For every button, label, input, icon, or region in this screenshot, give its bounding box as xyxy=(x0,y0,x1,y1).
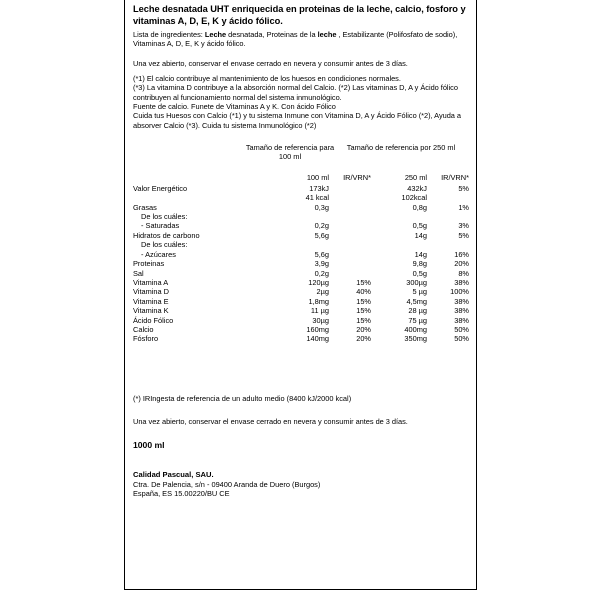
nutrient-name: Hidratos de carbono xyxy=(133,230,200,240)
nutrient-value-250ml: 5 µg xyxy=(412,287,427,297)
nutrient-name: De los cuáles: xyxy=(141,240,188,250)
nutrient-pct-100ml xyxy=(329,240,371,249)
table-row xyxy=(133,231,469,240)
spacer-before-volume xyxy=(133,426,469,440)
nutrient-name xyxy=(133,193,273,202)
nutrient-pct-100ml xyxy=(329,221,371,230)
header-nutrient xyxy=(133,173,273,183)
table-row xyxy=(133,278,469,287)
table-row xyxy=(133,193,469,202)
spacer-below-table-3 xyxy=(133,372,469,386)
nutrient-value-250ml: 102kcal xyxy=(401,193,427,203)
ingredients-mid2: , Estabilizante (Polifosfato de sodio), Vitaminas A, D, E, K y ácido fólico. xyxy=(133,30,458,49)
nutrient-value-250ml: 350mg xyxy=(404,334,427,344)
nutrient-value-250ml: 400mg xyxy=(404,324,427,334)
health-claim-4: Cuida tus Huesos con Calcio (*1) y tu sistema Inmune con Vitamina D, A y Ácido Fólico (*2), Ayuda a absorver Calcio (*3). Cuida tu sistema Inmunológico (*2) xyxy=(133,111,462,130)
nutrient-pct-100ml xyxy=(329,269,371,278)
nutrient-pct-250ml: 5% xyxy=(458,230,469,240)
table-row xyxy=(133,184,469,193)
nutrient-value-100ml: 2µg xyxy=(316,287,329,297)
nutrient-pct-100ml xyxy=(329,250,371,259)
table-row xyxy=(133,334,469,343)
table-row xyxy=(133,259,469,268)
nutrient-value-250ml: 0,5g xyxy=(412,268,427,278)
nutrient-name: - Azúcares xyxy=(141,249,176,259)
nutrient-value-250ml: 432kJ xyxy=(407,183,427,193)
nutrient-value-250ml: 0,8g xyxy=(412,202,427,212)
nutrient-name: Vitamina E xyxy=(133,296,169,306)
health-claim-1: (*1) El calcio contribuye al mantenimiento de los huesos en condiciones normales. xyxy=(133,74,401,84)
nutrient-name: Calcio xyxy=(133,324,154,334)
ingredients-list xyxy=(133,30,469,49)
nutrient-pct-100ml xyxy=(329,203,371,212)
nutrient-name: Vitamina A xyxy=(133,277,169,287)
nutrient-value-250ml: 4,5mg xyxy=(406,296,427,306)
nutrient-pct-250ml: 38% xyxy=(454,315,469,325)
table-row xyxy=(133,221,469,230)
nutrition-label-card xyxy=(124,0,477,590)
table-row xyxy=(133,297,469,306)
nutrient-pct-100ml: 15% xyxy=(356,306,371,316)
spacer-after-ingredients xyxy=(133,49,469,59)
spacer-before-company xyxy=(133,450,469,464)
nutrient-pct-250ml: 50% xyxy=(454,324,469,334)
nutrient-name: Proteinas xyxy=(133,259,165,269)
nutrient-pct-250ml xyxy=(427,212,469,221)
nutrient-pct-250ml: 8% xyxy=(458,268,469,278)
nutrient-pct-100ml xyxy=(329,212,371,221)
nutrient-value-100ml: 30µg xyxy=(312,315,329,325)
header-value-250ml: 250 ml xyxy=(404,173,427,183)
nutrient-value-100ml: 140mg xyxy=(306,334,329,344)
nutrient-value-250ml: 28 µg xyxy=(408,306,427,316)
nutrient-pct-250ml: 100% xyxy=(450,287,469,297)
nutrient-pct-100ml xyxy=(329,193,371,202)
ingredients-prefix: Lista de ingredientes: xyxy=(133,30,205,40)
nutrient-value-250ml: 300µg xyxy=(406,277,427,287)
ingredient-bold-leche-2: leche xyxy=(317,30,337,40)
nutrient-value-250ml: 75 µg xyxy=(408,315,427,325)
nutrient-value-250ml xyxy=(371,240,427,249)
nutrient-pct-250ml: 3% xyxy=(458,221,469,231)
nutrient-name: Ácido Fólico xyxy=(133,315,174,325)
nutrient-pct-250ml: 38% xyxy=(454,277,469,287)
ingredients-mid1: desnatada, Proteinas de la xyxy=(226,30,318,40)
nutrient-name: Vitamina D xyxy=(133,287,170,297)
nutrient-name: Grasas xyxy=(133,202,157,212)
reference-heading-250ml: Tamaño de referencia por 250 ml xyxy=(346,142,456,152)
nutrition-table-body xyxy=(133,173,469,343)
nutrient-value-100ml: 0,2g xyxy=(314,221,329,231)
nutrient-pct-100ml: 40% xyxy=(356,287,371,297)
spacer-below-table xyxy=(133,344,469,358)
nutrient-value-100ml: 41 kcal xyxy=(305,193,329,203)
spacer-before-storage-bottom xyxy=(133,403,469,417)
ir-footnote: (*) IRIngesta de referencia de un adulto medio (8400 kJ/2000 kcal) xyxy=(133,393,352,403)
table-row xyxy=(133,287,469,296)
nutrient-pct-100ml xyxy=(329,259,371,268)
nutrient-pct-250ml xyxy=(427,193,469,202)
company-address-line2: España, ES 15.00220/BU CE xyxy=(133,489,230,499)
storage-instructions-top: Una vez abierto, conservar el envase cerrado en nevera y consumir antes de 3 días. xyxy=(133,58,408,68)
nutrient-value-100ml: 0,2g xyxy=(314,268,329,278)
nutrient-pct-250ml xyxy=(427,240,469,249)
reference-size-headings xyxy=(133,143,469,162)
nutrient-pct-250ml: 1% xyxy=(458,202,469,212)
company-name: Calidad Pascual, SAU. xyxy=(133,470,214,480)
reference-heading-spacer xyxy=(133,143,240,162)
table-row xyxy=(133,212,469,221)
spacer-below-table-2 xyxy=(133,358,469,372)
nutrient-name: Valor Energético xyxy=(133,183,188,193)
nutrient-pct-250ml: 38% xyxy=(454,306,469,316)
table-header-row xyxy=(133,173,469,183)
company-address-line1: Ctra. De Palencia, s/n - 09400 Aranda de Duero (Burgos) xyxy=(133,479,321,489)
table-row xyxy=(133,325,469,334)
header-pct-250ml: IR/VRN* xyxy=(441,173,469,183)
nutrient-pct-250ml: 50% xyxy=(454,334,469,344)
health-claim-3: Fuente de calcio. Funete de Vitaminas A y K. Con ácido Fólico xyxy=(133,101,336,111)
nutrient-pct-100ml: 15% xyxy=(356,296,371,306)
spacer-below-table-4 xyxy=(133,386,469,394)
table-row xyxy=(133,250,469,259)
nutrient-pct-100ml xyxy=(329,184,371,193)
nutrient-value-250ml: 14g xyxy=(414,249,427,259)
table-row xyxy=(133,269,469,278)
nutrient-name: Sal xyxy=(133,268,144,278)
nutrient-value-100ml xyxy=(273,240,329,249)
ingredient-bold-leche: Leche xyxy=(204,30,227,40)
nutrient-pct-250ml: 20% xyxy=(454,259,469,269)
nutrient-pct-250ml: 5% xyxy=(458,183,469,193)
nutrient-name: De los cuáles: xyxy=(141,212,188,222)
nutrient-value-100ml xyxy=(273,212,329,221)
reference-heading-100ml: Tamaño de referencia para 100 ml xyxy=(245,142,335,162)
nutrient-pct-100ml: 20% xyxy=(356,324,371,334)
table-row xyxy=(133,240,469,249)
nutrient-value-100ml: 3,9g xyxy=(314,259,329,269)
nutrient-value-100ml: 11 µg xyxy=(310,306,329,316)
nutrient-value-100ml: 160mg xyxy=(306,324,329,334)
nutrient-value-100ml: 0,3g xyxy=(314,202,329,212)
nutrient-pct-100ml xyxy=(329,231,371,240)
nutrient-value-100ml: 1,8mg xyxy=(308,296,329,306)
nutrient-value-100ml: 5,6g xyxy=(314,249,329,259)
nutrient-pct-250ml: 16% xyxy=(454,249,469,259)
nutrient-pct-100ml: 20% xyxy=(356,334,371,344)
nutrient-value-250ml: 9,8g xyxy=(412,259,427,269)
table-row xyxy=(133,306,469,315)
nutrient-name: Fósforo xyxy=(133,334,159,344)
nutrient-name: Vitamina K xyxy=(133,306,169,316)
nutrient-value-250ml: 0,5g xyxy=(412,221,427,231)
nutrient-pct-100ml: 15% xyxy=(356,315,371,325)
health-claim-2: (*3) La vitamina D contribuye a la absorción normal del Calcio. (*2) Las vitaminas D, A y Ácido fólico contribuyen al funcionamiento normal del sistema inmunológico. xyxy=(133,83,458,102)
net-volume: 1000 ml xyxy=(133,440,165,451)
nutrient-value-100ml: 5,6g xyxy=(314,230,329,240)
nutrient-value-100ml: 120µg xyxy=(308,277,329,287)
nutrient-value-100ml: 173kJ xyxy=(309,183,329,193)
nutrition-table xyxy=(133,173,469,343)
header-value-100ml: 100 ml xyxy=(306,173,329,183)
nutrient-pct-250ml: 38% xyxy=(454,296,469,306)
storage-instructions-bottom: Una vez abierto, conservar el envase cerrado en nevera y consumir antes de 3 días. xyxy=(133,417,408,427)
nutrient-name: - Saturadas xyxy=(141,221,180,231)
header-pct-100ml: IR/VRN* xyxy=(343,173,371,183)
product-title: Leche desnatada UHT enriquecida en proteinas de la leche, calcio, fosforo y vitaminas A, D, E, K y ácido fólico. xyxy=(133,4,466,26)
table-row xyxy=(133,203,469,212)
nutrient-pct-100ml: 15% xyxy=(356,277,371,287)
table-row xyxy=(133,316,469,325)
nutrient-value-250ml: 14g xyxy=(414,230,427,240)
nutrient-value-250ml xyxy=(371,212,427,221)
